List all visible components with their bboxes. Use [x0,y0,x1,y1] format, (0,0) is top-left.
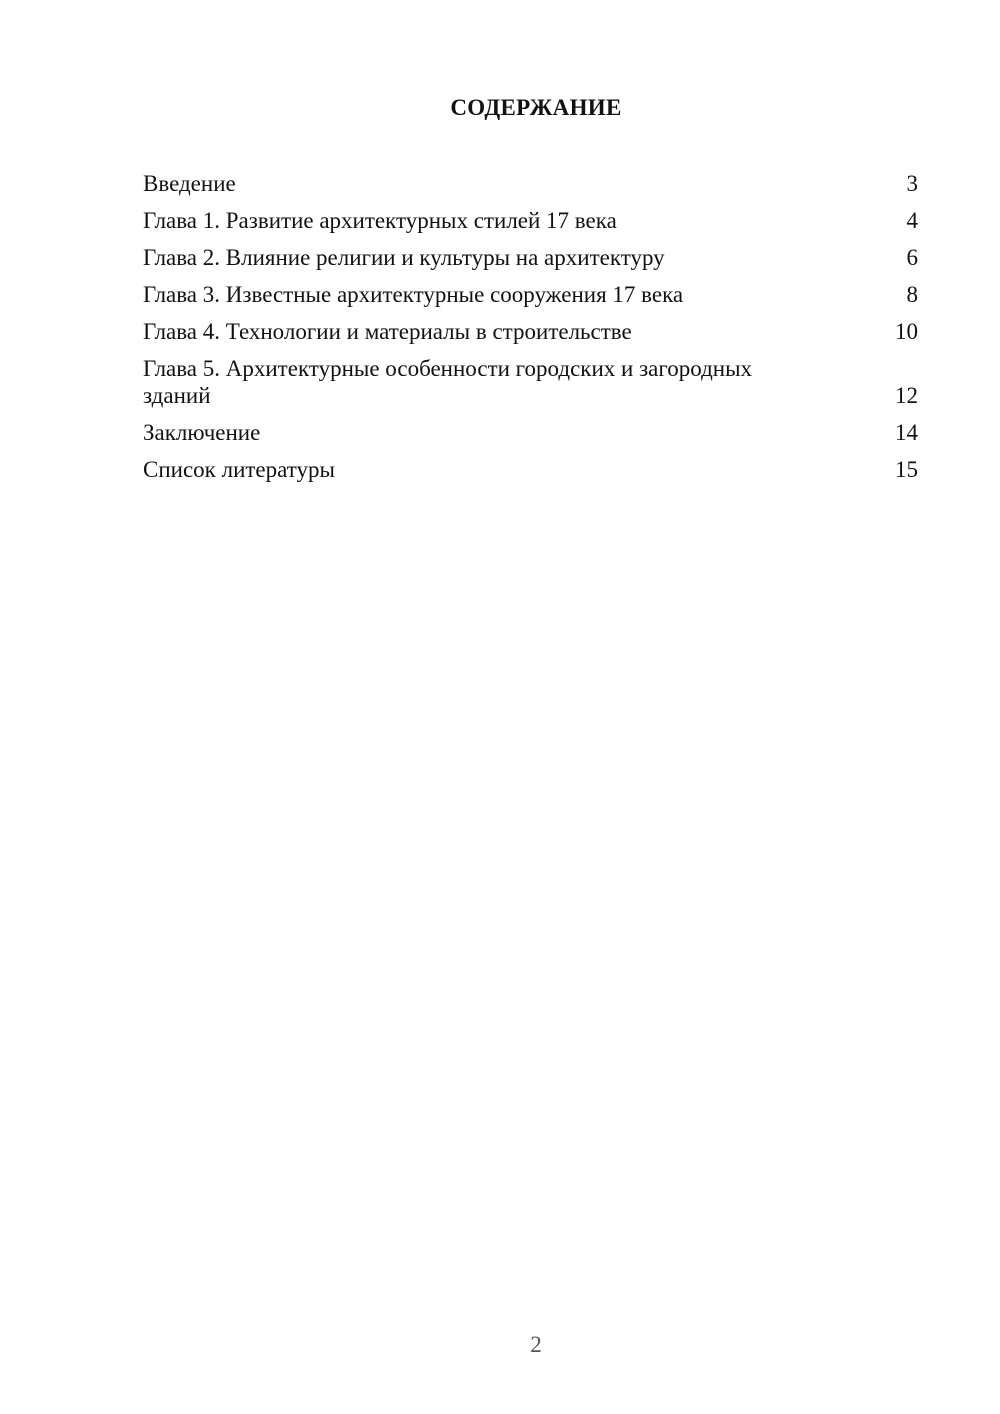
toc-entry-label: Глава 1. Развитие архитектурных стилей 17 века [143,208,617,233]
toc-entry-page: 8 [906,282,918,307]
toc-entry-label: Глава 3. Известные архитектурные сооружения 17 века [143,282,684,307]
toc-entry-page: 6 [906,245,918,270]
toc-entry-introduction [143,170,918,197]
toc-entry-chapter-1 [143,207,918,234]
toc-entry-conclusion [143,419,918,446]
toc-entry-page: 12 [895,383,918,408]
toc-entry-label: Глава 4. Технологии и материалы в строительстве [143,319,632,344]
toc-entry-page: 14 [895,420,918,445]
toc-entry-label: Введение [143,171,236,196]
toc-entry-bibliography [143,456,918,483]
table-of-contents [143,170,918,493]
toc-entry-label: Список литературы [143,457,335,482]
toc-entry-page: 3 [906,171,918,196]
toc-entry-label: Глава 2. Влияние религии и культуры на архитектуру [143,245,665,270]
toc-entry-label: Глава 5. Архитектурные особенности городских и загородных зданий [143,356,753,408]
toc-entry-chapter-2 [143,244,918,271]
toc-entry-chapter-4 [143,318,918,345]
toc-entry-page: 4 [906,208,918,233]
toc-entry-page: 10 [895,319,918,344]
page-number: 2 [530,1332,542,1357]
toc-entry-page: 15 [895,457,918,482]
page-title: СОДЕРЖАНИЕ [450,95,622,120]
toc-entry-label: Заключение [143,420,261,445]
toc-entry-chapter-5 [143,355,918,409]
toc-entry-chapter-3 [143,281,918,308]
